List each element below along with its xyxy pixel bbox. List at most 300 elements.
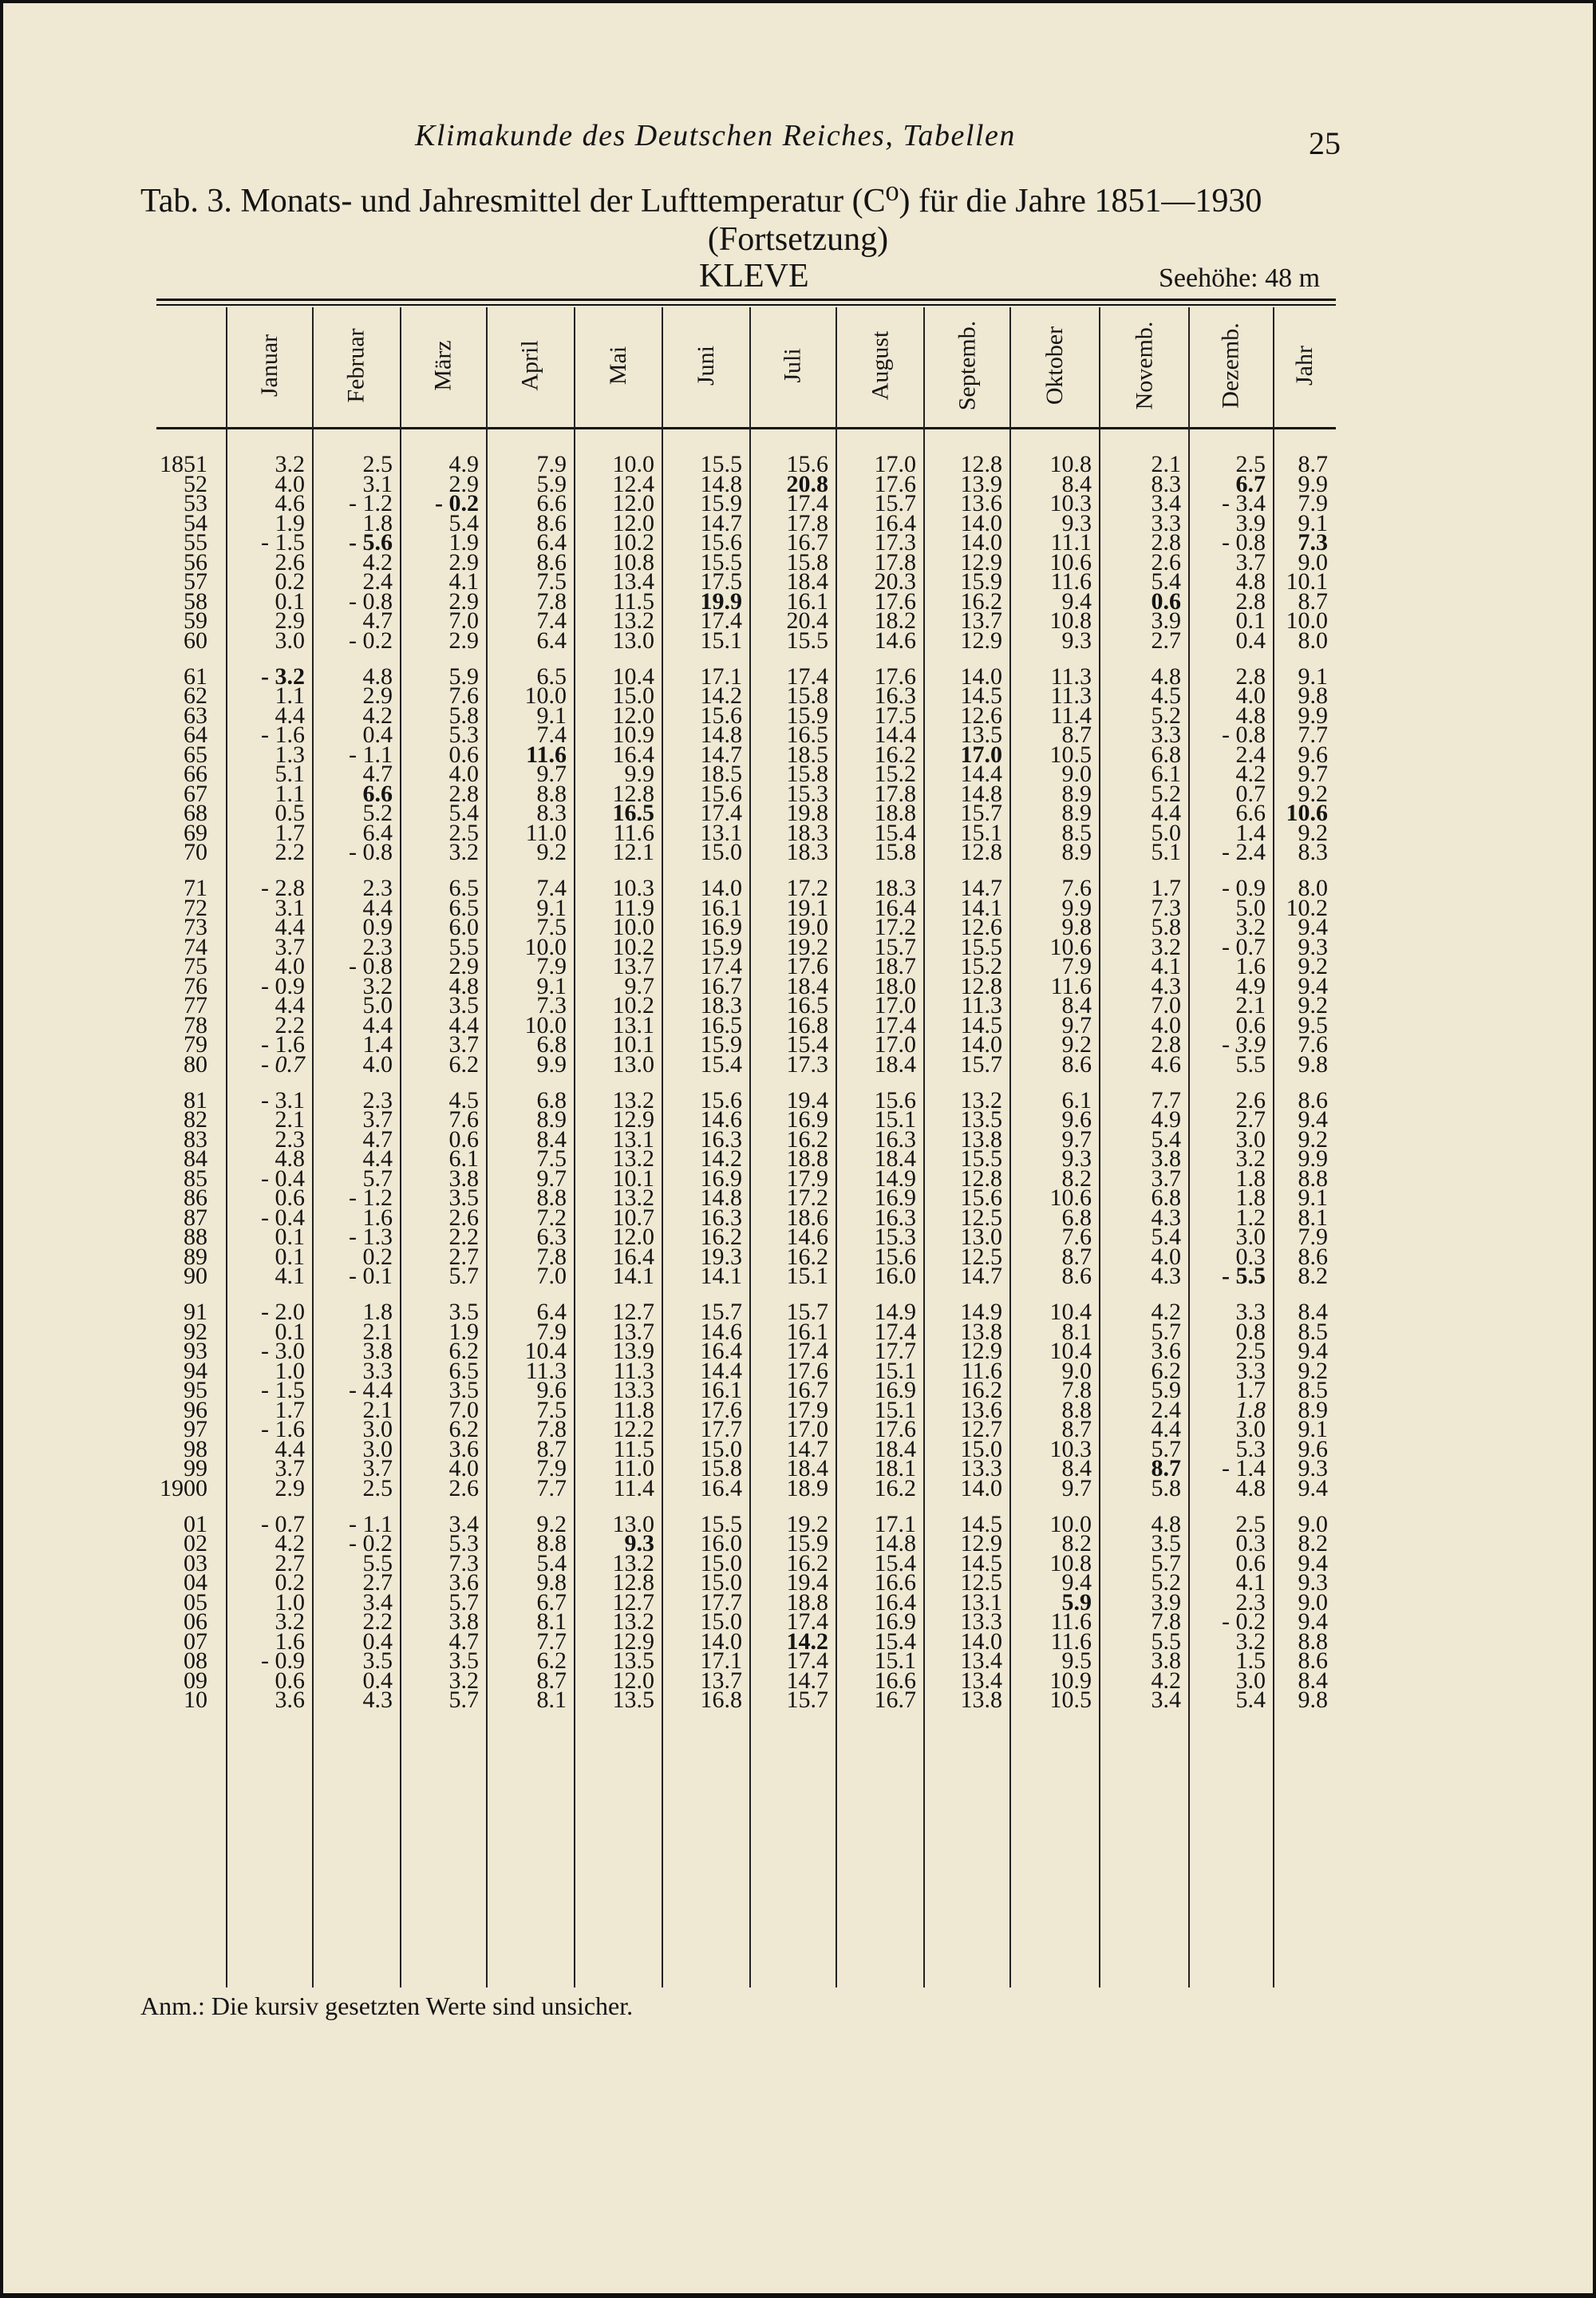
table-cell: 8.8 <box>536 1185 567 1211</box>
table-cell: 9.4 <box>1298 1474 1328 1501</box>
row-year: 80 <box>184 1050 207 1078</box>
table-cell: 7.6 <box>448 682 479 709</box>
table-cell: - 3.2 <box>261 663 305 690</box>
table-cell: 20.4 <box>786 607 828 634</box>
table-cell: 4.2 <box>362 548 393 575</box>
table-cell: 14.8 <box>874 1530 916 1556</box>
table-cell: 2.4 <box>1151 1396 1181 1423</box>
table-cell: 16.9 <box>874 1377 916 1403</box>
table-cell: 19.4 <box>786 1569 828 1596</box>
table-cell: 10.6 <box>1286 800 1328 826</box>
table-cell: 9.9 <box>1061 894 1092 921</box>
table-cell: 8.8 <box>1298 1628 1328 1655</box>
table-cell: 4.0 <box>362 1050 393 1078</box>
table-subtitle: (Fortsetzung) <box>707 221 889 258</box>
table-cell: 10.9 <box>612 722 654 748</box>
table-cell: 2.6 <box>448 1204 479 1231</box>
table-cell: 19.9 <box>700 587 742 615</box>
table-cell: 8.2 <box>1298 1263 1328 1289</box>
table-cell: 14.2 <box>700 1145 742 1172</box>
table-cell: 13.5 <box>612 1647 654 1674</box>
table-cell: 8.7 <box>1061 722 1092 748</box>
table-cell: 15.6 <box>700 780 742 807</box>
table-cell: 9.7 <box>1061 1011 1092 1038</box>
table-cell: 14.0 <box>960 1628 1002 1655</box>
table-cell: 9.0 <box>1298 1588 1328 1616</box>
row-year: 68 <box>184 800 207 826</box>
table-cell: 3.9 <box>1151 607 1181 634</box>
table-cell: 3.9 <box>1151 1588 1181 1616</box>
table-cell: 3.4 <box>448 1510 479 1537</box>
table-cell: 10.0 <box>612 914 654 940</box>
table-cell: 14.4 <box>874 722 916 748</box>
table-cell: - 1.2 <box>349 490 393 516</box>
table-cell: 16.0 <box>700 1530 742 1556</box>
table-cell: 16.3 <box>874 1125 916 1153</box>
table-cell: 7.0 <box>1151 992 1181 1018</box>
table-cell: 14.4 <box>700 1357 742 1384</box>
table-cell: 14.9 <box>874 1165 916 1192</box>
table-cell: 16.7 <box>700 972 742 999</box>
table-cell: 14.7 <box>960 875 1002 901</box>
table-cell: 13.8 <box>960 1318 1002 1345</box>
table-cell: 12.8 <box>612 1569 654 1596</box>
table-cell: 8.8 <box>1298 1165 1328 1192</box>
table-cell: 8.4 <box>536 1125 567 1153</box>
table-cell: 9.8 <box>1298 1687 1328 1713</box>
table-cell: 1.8 <box>1235 1185 1266 1211</box>
table-cell: 2.5 <box>448 819 479 846</box>
row-year: 85 <box>184 1165 207 1192</box>
table-cell: 15.0 <box>960 1435 1002 1462</box>
table-cell: 8.4 <box>1298 1299 1328 1325</box>
table-cell: 6.4 <box>536 627 567 654</box>
table-cell: 16.4 <box>874 509 916 536</box>
table-cell: 12.5 <box>960 1243 1002 1270</box>
column-header-label: Septemb. <box>954 320 980 410</box>
table-cell: 6.4 <box>536 1299 567 1325</box>
table-cell: 14.5 <box>960 1549 1002 1576</box>
table-cell: 7.8 <box>1061 1377 1092 1403</box>
table-cell: 2.2 <box>275 839 305 865</box>
table-cell: 12.7 <box>612 1588 654 1616</box>
table-cell: 4.0 <box>1151 1243 1181 1270</box>
table-cell: 9.2 <box>536 839 567 865</box>
table-cell: 10.5 <box>1049 1687 1092 1713</box>
table-cell: 3.3 <box>1151 509 1181 536</box>
row-year: 78 <box>184 1011 207 1038</box>
table-cell: 5.4 <box>1151 1224 1181 1250</box>
table-cell: 18.8 <box>786 1145 828 1172</box>
table-cell: 15.9 <box>700 1031 742 1058</box>
table-cell: 17.4 <box>786 490 828 516</box>
table-cell: 15.5 <box>700 1510 742 1537</box>
table-cell: 3.1 <box>362 470 393 497</box>
table-cell: 7.5 <box>536 1396 567 1423</box>
column-header <box>662 307 750 423</box>
table-cell: 3.5 <box>448 1185 479 1211</box>
table-cell: 2.7 <box>362 1569 393 1596</box>
table-cell: 1.6 <box>362 1204 393 1231</box>
table-cell: 17.1 <box>874 1510 916 1537</box>
column-header-label: Jahr <box>1290 345 1317 386</box>
table-cell: 4.4 <box>275 1435 305 1462</box>
table-cell: 6.5 <box>536 663 567 690</box>
table-cell: 0.8 <box>1235 1318 1266 1345</box>
table-cell: 10.8 <box>1049 1549 1092 1576</box>
table-cell: 15.4 <box>874 1549 916 1576</box>
table-cell: 14.5 <box>960 1510 1002 1537</box>
row-year: 62 <box>184 682 207 709</box>
row-year: 08 <box>184 1647 207 1674</box>
table-cell: 11.5 <box>613 587 654 615</box>
table-cell: 17.2 <box>874 914 916 940</box>
table-cell: 19.2 <box>786 1510 828 1537</box>
table-cell: 9.7 <box>1298 761 1328 787</box>
row-year: 57 <box>184 568 207 595</box>
table-cell: 11.3 <box>613 1357 654 1384</box>
table-cell: 2.8 <box>1151 1031 1181 1058</box>
column-header <box>487 307 575 423</box>
table-cell: 4.3 <box>1151 1204 1181 1231</box>
table-cell: 14.6 <box>874 627 916 654</box>
table-cell: 2.6 <box>1151 548 1181 575</box>
table-cell: 11.3 <box>1050 663 1092 690</box>
table-cell: 8.3 <box>1298 839 1328 865</box>
row-year: 61 <box>184 663 207 690</box>
table-cell: 9.8 <box>536 1569 567 1596</box>
table-cell: 8.9 <box>536 1106 567 1133</box>
header-rule-top-inner <box>156 304 1336 306</box>
table-cell: 14.0 <box>960 1031 1002 1058</box>
table-cell: 5.3 <box>1235 1435 1266 1462</box>
table-cell: 9.9 <box>1298 1145 1328 1172</box>
row-year: 06 <box>184 1608 207 1635</box>
table-cell: 16.7 <box>786 529 828 556</box>
column-header-label: Oktober <box>1041 326 1068 405</box>
table-cell: 3.8 <box>1151 1145 1181 1172</box>
table-cell: 10.2 <box>1286 894 1328 921</box>
table-cell: 4.0 <box>1235 682 1266 709</box>
row-year: 83 <box>184 1125 207 1153</box>
table-cell: 4.0 <box>448 761 479 787</box>
row-year: 74 <box>184 933 207 960</box>
table-cell: 13.3 <box>960 1455 1002 1481</box>
table-cell: 9.0 <box>1061 1357 1092 1384</box>
table-cell: 6.0 <box>448 914 479 940</box>
table-cell: 2.9 <box>275 1474 305 1501</box>
table-cell: 6.4 <box>362 819 393 846</box>
table-cell: 6.2 <box>448 1338 479 1364</box>
table-cell: 8.6 <box>536 509 567 536</box>
table-cell: 5.9 <box>536 470 567 497</box>
table-cell: 4.8 <box>1235 702 1266 729</box>
table-cell: 7.9 <box>1061 953 1092 979</box>
column-header <box>575 307 662 423</box>
table-cell: 8.5 <box>1061 819 1092 846</box>
row-year: 01 <box>184 1510 207 1537</box>
table-cell: 9.3 <box>1298 1569 1328 1596</box>
column-header-label: Juli <box>779 347 806 383</box>
row-year: 53 <box>184 490 207 516</box>
table-cell: 3.7 <box>1235 548 1266 575</box>
table-cell: 2.5 <box>362 451 393 477</box>
table-cell: 9.4 <box>1061 1569 1092 1596</box>
table-cell: 18.3 <box>700 992 742 1018</box>
table-cell: 1.9 <box>448 529 479 556</box>
table-cell: 8.1 <box>1298 1204 1328 1231</box>
table-cell: 10.3 <box>1049 490 1092 516</box>
table-cell: 15.0 <box>700 1608 742 1635</box>
table-cell: 9.6 <box>536 1377 567 1403</box>
table-cell: 5.0 <box>362 992 393 1018</box>
table-cell: 16.5 <box>786 992 828 1018</box>
table-cell: 16.3 <box>700 1125 742 1153</box>
table-cell: 15.4 <box>700 1050 742 1078</box>
column-header <box>750 307 836 423</box>
table-cell: 5.8 <box>1151 914 1181 940</box>
table-cell: 13.4 <box>960 1647 1002 1674</box>
table-cell: 3.7 <box>448 1031 479 1058</box>
table-cell: 17.3 <box>786 1050 828 1078</box>
table-cell: 9.2 <box>1298 819 1328 846</box>
table-cell: 15.5 <box>960 933 1002 960</box>
table-cell: 8.2 <box>1061 1530 1092 1556</box>
table-cell: 2.9 <box>448 587 479 615</box>
table-cell: 9.2 <box>1298 953 1328 979</box>
table-cell: 16.2 <box>960 587 1002 615</box>
page-number: 25 <box>1309 125 1341 161</box>
table-cell: 7.4 <box>536 722 567 748</box>
table-cell: 3.3 <box>1151 722 1181 748</box>
table-cell: 1.4 <box>1235 819 1266 846</box>
table-cell: 6.1 <box>448 1145 479 1172</box>
table-cell: 9.4 <box>1298 914 1328 940</box>
table-cell: 15.7 <box>786 1299 828 1325</box>
table-cell: 15.6 <box>700 1086 742 1113</box>
table-cell: 4.0 <box>275 953 305 979</box>
table-cell: 8.8 <box>536 780 567 807</box>
table-cell: 2.9 <box>448 470 479 497</box>
table-cell: 5.4 <box>448 509 479 536</box>
table-cell: 3.0 <box>362 1435 393 1462</box>
table-cell: 10.3 <box>612 875 654 901</box>
table-cell: 9.1 <box>536 702 567 729</box>
table-cell: 2.1 <box>275 1106 305 1133</box>
table-cell: 2.3 <box>362 875 393 901</box>
table-cell: 17.5 <box>700 568 742 595</box>
table-cell: 9.1 <box>536 894 567 921</box>
table-cell: 7.8 <box>1151 1608 1181 1635</box>
table-cell: 12.9 <box>612 1106 654 1133</box>
table-cell: 12.6 <box>960 702 1002 729</box>
table-cell: 0.6 <box>448 741 479 768</box>
table-cell: 8.6 <box>1298 1086 1328 1113</box>
table-cell: 5.0 <box>1235 894 1266 921</box>
table-cell: 16.9 <box>874 1608 916 1635</box>
table-cell: 9.3 <box>1298 1455 1328 1481</box>
table-cell: 7.3 <box>448 1549 479 1576</box>
table-cell: 4.0 <box>1151 1011 1181 1038</box>
table-cell: 3.0 <box>1235 1416 1266 1442</box>
table-cell: 10.0 <box>524 933 567 960</box>
table-cell: 5.9 <box>1061 1588 1092 1616</box>
table-cell: 16.2 <box>960 1377 1002 1403</box>
table-cell: 11.8 <box>613 1396 654 1423</box>
table-cell: 3.5 <box>448 1299 479 1325</box>
table-cell: 4.9 <box>1151 1106 1181 1133</box>
table-cell: 11.6 <box>1050 1628 1092 1655</box>
table-cell: 16.7 <box>874 1687 916 1713</box>
table-cell: 0.3 <box>1235 1243 1266 1270</box>
table-cell: 8.6 <box>1061 1263 1092 1289</box>
row-year: 87 <box>184 1204 207 1231</box>
table-cell: 15.4 <box>786 1031 828 1058</box>
table-cell: 17.6 <box>786 1357 828 1384</box>
table-cell: 15.9 <box>786 1530 828 1556</box>
table-cell: 18.5 <box>700 761 742 787</box>
table-cell: 18.8 <box>874 800 916 826</box>
table-cell: 16.9 <box>874 1185 916 1211</box>
table-cell: 13.2 <box>612 607 654 634</box>
table-cell: 1.2 <box>1235 1204 1266 1231</box>
table-cell: 5.2 <box>1151 780 1181 807</box>
table-cell: 8.7 <box>1061 1416 1092 1442</box>
table-cell: 15.5 <box>700 548 742 575</box>
table-cell: 6.5 <box>448 875 479 901</box>
table-cell: 9.7 <box>536 1165 567 1192</box>
table-cell: 5.7 <box>448 1687 479 1713</box>
table-cell: 9.3 <box>624 1530 654 1556</box>
table-cell: 9.8 <box>1298 1050 1328 1078</box>
column-header <box>924 307 1010 423</box>
table-cell: 11.4 <box>1050 702 1092 729</box>
column-header <box>313 307 401 423</box>
table-cell: 4.5 <box>1151 682 1181 709</box>
table-cell: 15.6 <box>874 1243 916 1270</box>
table-cell: 9.3 <box>1061 1145 1092 1172</box>
table-cell: 12.0 <box>612 1224 654 1250</box>
table-cell: - 1.1 <box>349 741 393 768</box>
table-cell: 5.2 <box>362 800 393 826</box>
table-cell: 2.2 <box>362 1608 393 1635</box>
table-cell: 8.2 <box>1061 1165 1092 1192</box>
table-cell: 16.3 <box>874 1204 916 1231</box>
table-cell: 2.3 <box>1235 1588 1266 1616</box>
table-cell: - 0.7 <box>261 1050 305 1078</box>
table-cell: 15.7 <box>874 490 916 516</box>
table-cell: 18.4 <box>874 1145 916 1172</box>
table-cell: 8.3 <box>536 800 567 826</box>
row-year: 86 <box>184 1185 207 1211</box>
table-cell: 8.7 <box>1298 451 1328 477</box>
table-cell: 17.7 <box>700 1588 742 1616</box>
table-cell: 8.8 <box>536 1530 567 1556</box>
table-cell: 6.6 <box>1235 800 1266 826</box>
table-cell: 6.8 <box>536 1031 567 1058</box>
table-cell: 3.1 <box>275 894 305 921</box>
table-cell: 3.0 <box>1235 1125 1266 1153</box>
table-cell: 1.6 <box>1235 953 1266 979</box>
table-cell: 2.5 <box>1235 451 1266 477</box>
table-cell: 3.8 <box>1151 1647 1181 1674</box>
column-header-label: April <box>516 339 543 391</box>
table-cell: 3.5 <box>1151 1530 1181 1556</box>
table-cell: 18.5 <box>786 741 828 768</box>
table-cell: 3.2 <box>275 451 305 477</box>
table-cell: 2.1 <box>1151 451 1181 477</box>
table-cell: 13.2 <box>612 1608 654 1635</box>
table-cell: 7.5 <box>536 914 567 940</box>
table-cell: 5.3 <box>448 1530 479 1556</box>
table-cell: 7.9 <box>536 1318 567 1345</box>
table-cell: 9.4 <box>1298 1106 1328 1133</box>
table-cell: 15.9 <box>700 933 742 960</box>
table-cell: 1.1 <box>275 682 305 709</box>
table-cell: 2.6 <box>448 1474 479 1501</box>
table-cell: 6.5 <box>448 894 479 921</box>
table-cell: 17.6 <box>874 1416 916 1442</box>
table-cell: - 0.8 <box>1222 722 1266 748</box>
table-cell: 3.4 <box>362 1588 393 1616</box>
table-cell: 18.3 <box>874 875 916 901</box>
table-cell: 6.7 <box>536 1588 567 1616</box>
table-cell: 16.4 <box>612 1243 654 1270</box>
table-cell: 4.2 <box>1151 1667 1181 1694</box>
table-cell: 4.2 <box>1151 1299 1181 1325</box>
table-cell: 17.4 <box>786 663 828 690</box>
table-cell: 13.4 <box>612 568 654 595</box>
table-cell: 5.4 <box>1235 1687 1266 1713</box>
table-cell: 8.8 <box>1061 1396 1092 1423</box>
table-cell: 4.2 <box>275 1530 305 1556</box>
table-cell: 9.4 <box>1061 587 1092 615</box>
table-cell: 9.6 <box>1061 1106 1092 1133</box>
table-cell: 13.1 <box>612 1011 654 1038</box>
table-cell: 9.1 <box>1298 663 1328 690</box>
table-cell: 10.0 <box>524 682 567 709</box>
table-cell: - 1.5 <box>261 529 305 556</box>
table-cell: - 0.9 <box>261 972 305 999</box>
table-cell: 9.2 <box>1298 780 1328 807</box>
table-cell: 14.8 <box>960 780 1002 807</box>
table-cell: 8.4 <box>1061 992 1092 1018</box>
table-cell: 7.4 <box>536 607 567 634</box>
row-year: 1851 <box>160 451 207 477</box>
table-cell: - 0.8 <box>349 587 393 615</box>
running-head: Klimakunde des Deutschen Reiches, Tabellen <box>415 119 1016 152</box>
table-cell: 2.7 <box>275 1549 305 1576</box>
table-cell: 17.4 <box>700 800 742 826</box>
table-cell: 6.8 <box>1151 741 1181 768</box>
table-cell: - 3.9 <box>1222 1031 1266 1058</box>
row-year: 70 <box>184 839 207 865</box>
table-cell: 10.4 <box>524 1338 567 1364</box>
table-cell: 15.1 <box>786 1263 828 1289</box>
table-cell: 7.8 <box>536 1243 567 1270</box>
table-cell: 6.4 <box>536 529 567 556</box>
table-cell: 17.6 <box>874 663 916 690</box>
table-cell: 0.6 <box>275 1667 305 1694</box>
table-cell: 9.5 <box>1298 1011 1328 1038</box>
table-cell: 4.8 <box>448 972 479 999</box>
table-cell: 8.9 <box>1298 1396 1328 1423</box>
table-cell: 9.7 <box>624 972 654 999</box>
table-cell: 3.8 <box>448 1165 479 1192</box>
table-cell: - 0.9 <box>1222 875 1266 901</box>
table-cell: 6.6 <box>536 490 567 516</box>
table-cell: 0.5 <box>275 800 305 826</box>
